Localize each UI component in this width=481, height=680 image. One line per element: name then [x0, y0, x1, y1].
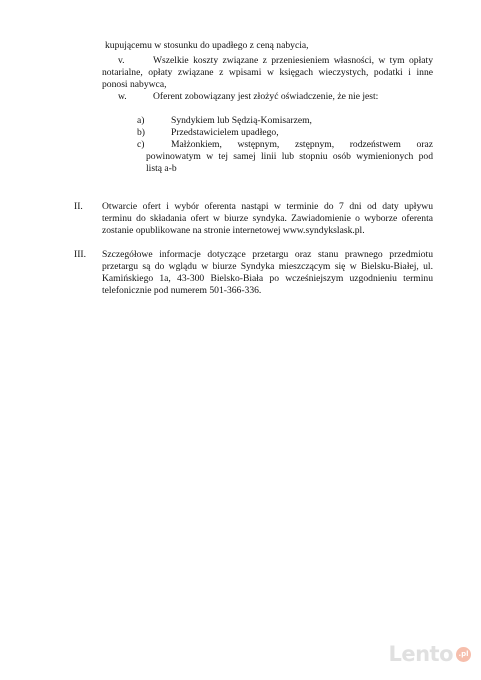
sub-item-c-line-2: powinowatym w tej samej linii lub stopniu osób wymienionych pod [146, 151, 433, 162]
section-iii-line-4: telefonicznie pod numerem 501-366-336. [102, 285, 262, 296]
section-iii-line-1: Szczegółowe informacje dotyczące przetargu oraz stanu prawnego przedmiotu [102, 249, 433, 260]
section-iii-line-3: Kamińskiego 1a, 43-300 Bielsko-Biała po wcześniejszym uzgodnieniu terminu [102, 273, 433, 284]
sub-item-c-line-1: Małżonkiem, wstępnym, zstępnym, rodzeństwem oraz [171, 139, 433, 150]
sub-item-c-line-3: listą a-b [146, 163, 177, 174]
section-iii-line-2: przetargu są do wglądu w biurze Syndyka mieszczącym się w Bielsku-Białej, ul. [102, 261, 433, 272]
section-ii-line-3: zostanie opublikowane na stronie internetowej www.syndykslask.pl. [102, 225, 365, 236]
section-ii-marker: II. [74, 201, 83, 212]
section-ii-line-1: Otwarcie ofert i wybór oferenta nastąpi w terminie do 7 dni od daty upływu [102, 201, 433, 212]
continuation-line: kupującemu w stosunku do upadłego z ceną nabycia, [105, 40, 309, 51]
sub-item-a-text: Syndykiem lub Sędzią-Komisarzem, [171, 115, 312, 126]
sub-item-b-marker: b) [137, 127, 145, 138]
watermark-text: Lento [388, 642, 453, 666]
lento-watermark-logo [388, 642, 471, 666]
section-iii-marker: III. [74, 249, 86, 260]
sub-item-c-marker: c) [137, 139, 145, 150]
item-w-marker: w. [118, 91, 127, 102]
sub-item-a-marker: a) [137, 115, 145, 126]
section-ii-line-2: terminu do składania ofert w biurze syndyka. Zawiadomienie o wyborze oferenta [102, 213, 433, 224]
item-w-text: Oferent zobowiązany jest złożyć oświadczenie, że nie jest: [153, 91, 379, 102]
item-v-line-1: Wszelkie koszty związane z przeniesieniem własności, w tym opłaty [153, 55, 433, 66]
item-v-marker: v. [118, 55, 125, 66]
item-v-line-3: ponosi nabywca, [102, 79, 167, 90]
watermark-badge: .pl [456, 647, 471, 662]
item-v-line-2: notarialne, opłaty związane z wpisami w księgach wieczystych, podatki i inne [102, 67, 433, 78]
sub-item-b-text: Przedstawicielem upadłego, [171, 127, 279, 138]
